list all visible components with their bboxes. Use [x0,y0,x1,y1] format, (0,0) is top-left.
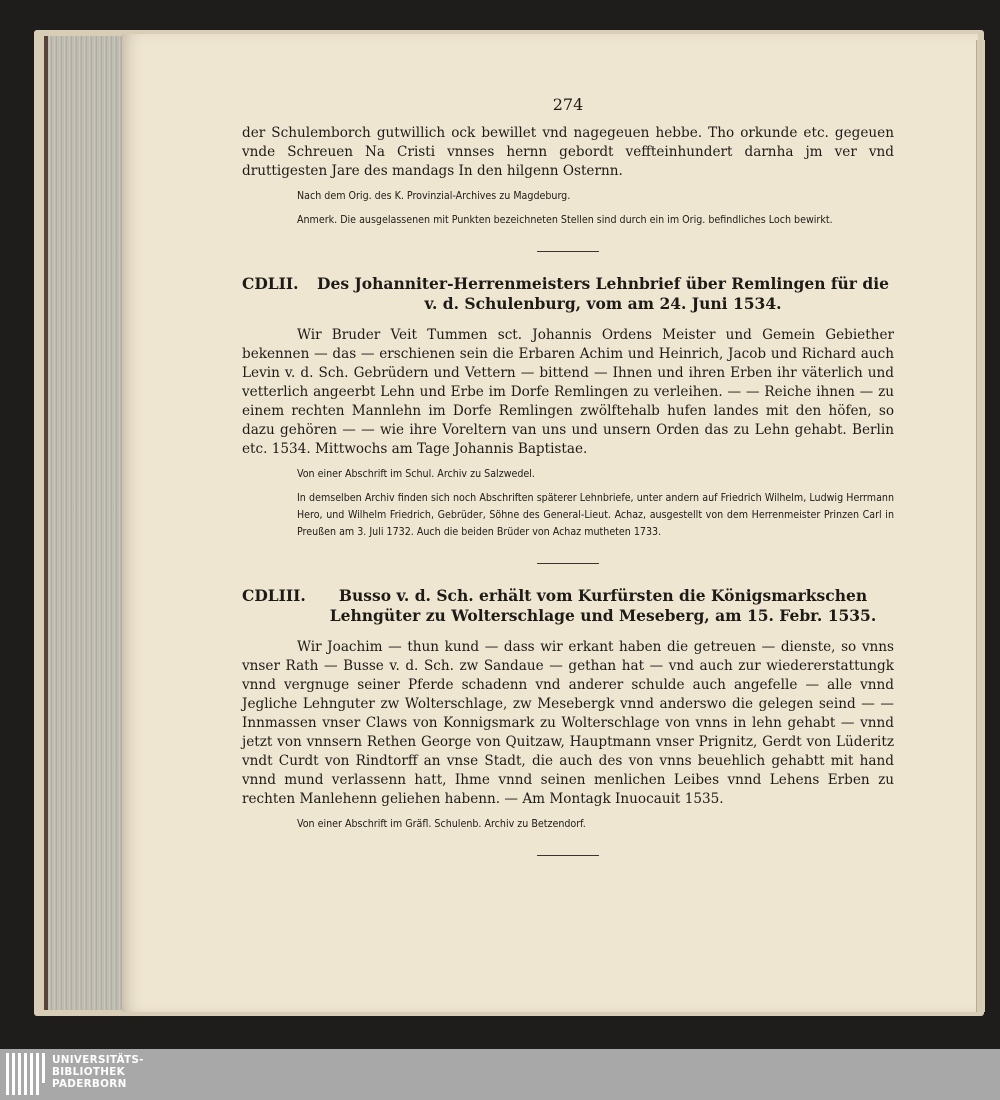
document-body: Wir Bruder Veit Tummen sct. Johannis Ordens Meister und Gemein Gebiether bekennen — das — erschienen sein die Erbaren Achim und Heinrich, Jacob und Richard auch Levin v. d. Sch. Gebrüdern und Vettern — bittend — Ihnen und ihren Erben ihr väterlich und vetterlich angeerbt Lehn und Erbe im Dorfe Remlingen zu verleihen. — — Reiche ihnen — zu einem rechten Mannlehn im Dorfe Remlingen zwölftehalb hufen landes mit den höfen, so dazu gehören — — wie ihre Voreltern van uns und unsern Orden das zu Lehn gehabt. Berlin etc. 1534. Mittwochs am Tage Johannis Baptistae. [242,327,894,457]
library-name-line: PADERBORN [52,1078,127,1090]
library-name-line: UNIVERSITÄTS- [52,1054,144,1066]
document-heading [242,586,894,626]
section-divider [537,563,599,564]
page-right-edge [976,40,985,1012]
footer-bar [0,1049,1000,1100]
page-edges [44,36,126,1010]
document-source: Von einer Abschrift im Schul. Archiv zu Salzwedel. [297,468,535,480]
document-number: CDLIII. [242,586,306,605]
library-name [52,1054,144,1090]
document-title: Des Johanniter-Herrenmeisters Lehnbrief über Remlingen für die v. d. Schulenburg, vom am 24. Juni 1534. [317,274,889,313]
page-content [242,95,894,878]
page-number: 274 [552,95,584,114]
section-divider [537,251,599,252]
document-note: In demselben Archiv finden sich noch Abschriften späterer Lehnbriefe, unter andern auf Friedrich Wilhelm, Ludwig Herrmann Hero, und Wilhelm Friedrich, Gebrüder, Söhne des General-Lieut. Achaz, ausgestellt von dem Herrenmeister Prinzen Carl in Preußen am 3. Juli 1732. Auch die beiden Brüder von Achaz mutheten 1733. [297,492,894,538]
document-heading [242,274,894,314]
document-body: Wir Joachim — thun kund — dass wir erkant haben die getreuen — dienste, so vnns vnser Rath — Busse v. d. Sch. zw Sandaue — gethan hat — vnd auch zur wiedererstattungk vnnd vergnuge seiner Pferde schadenn vnd anderer schulde auch angefelle — alle vnnd Jegliche Lehnguter zw Wolterschlage, zw Mesebergk vnnd anderswo die gelegen seind — — Innmassen vnser Claws von Konnigsmark zu Wolterschlage von vnns in lehn gehabt — vnnd jetzt von vnnsern Rethen George von Quitzaw, Hauptmann vnser Prignitz, Gerdt von Lüderitz vndt Curdt von Rindtorff an vnse Stadt, die auch des von vnns beuehlich gehabtt mit hand vnnd mund verlassenn hatt, Ihme vnnd seinen menlichen Leibes vnnd Lehens Erben zu rechten Manlehenn geliehen habenn. — Am Montagk Inuocauit 1535. [242,639,894,807]
intro-source: Nach dem Orig. des K. Provinzial-Archives zu Magdeburg. [297,190,571,202]
document-source: Von einer Abschrift im Gräfl. Schulenb. Archiv zu Betzendorf. [297,818,586,830]
section-divider [537,855,599,856]
intro-paragraph: der Schulemborch gutwillich ock bewillet vnd nagegeuen hebbe. Tho orkunde etc. gegeuen vnde Schreuen Na Cristi vnnses hernn gebordt veffteinhundert darnha jm ver vnd druttigesten Jare des mandags In den hilgenn Osternn. [242,125,894,179]
library-name-line: BIBLIOTHEK [52,1066,125,1078]
intro-note: Anmerk. Die ausgelassenen mit Punkten bezeichneten Stellen sind durch ein im Orig. befindliches Loch bewirkt. [297,214,833,226]
library-logo-icon [6,1053,46,1095]
document-number: CDLII. [242,274,299,293]
document-title: Busso v. d. Sch. erhält vom Kurfürsten die Königsmarkschen Lehngüter zu Wolterschlage und Meseberg, am 15. Febr. 1535. [329,586,877,625]
